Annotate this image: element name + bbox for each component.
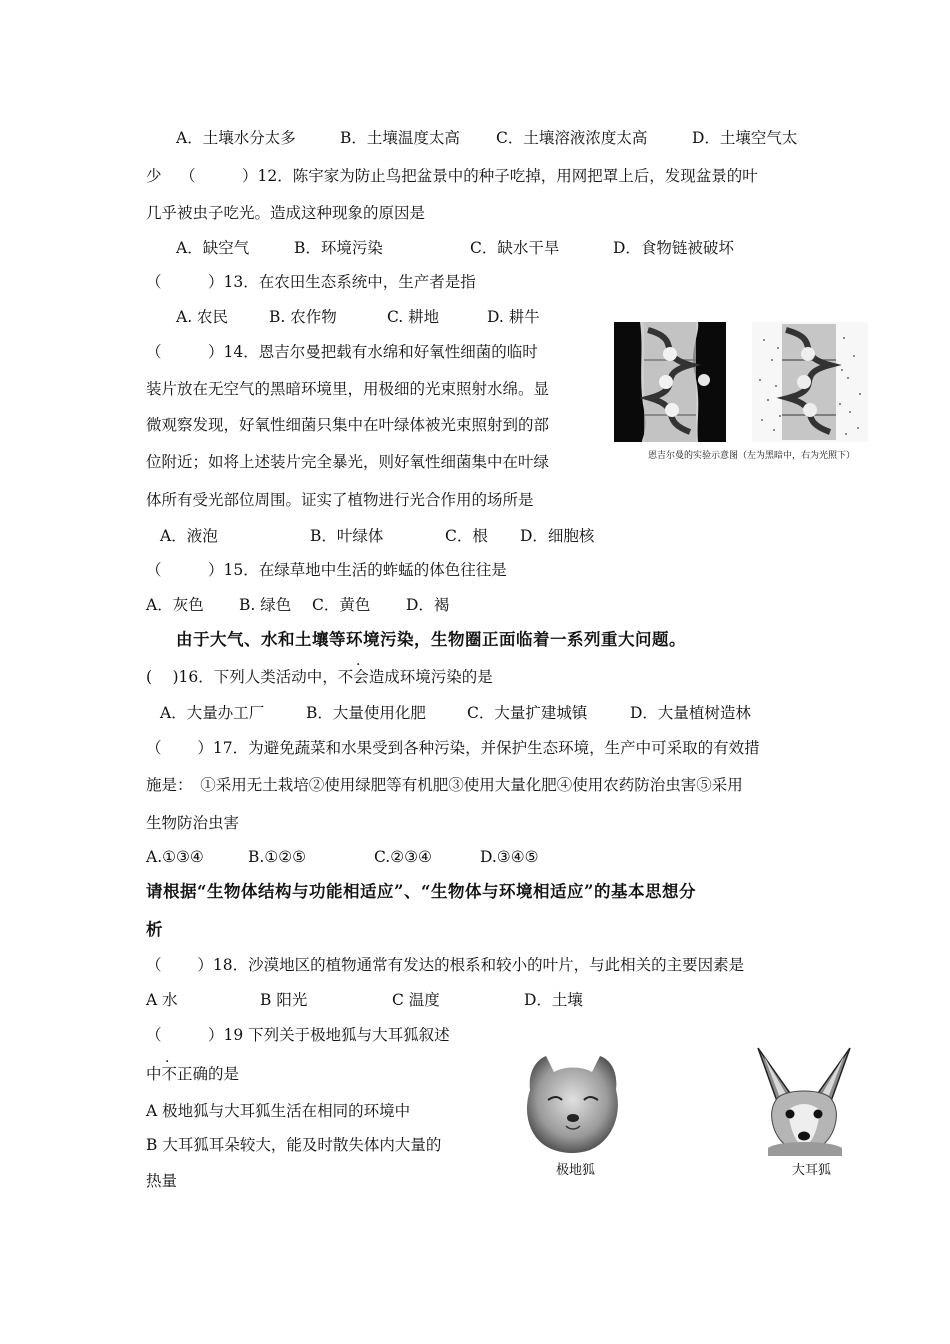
q16-option-c: C．大量扩建城镇	[467, 704, 588, 722]
q19-stem-2: 中不正确的是	[146, 1065, 240, 1083]
q12-option-c: C．缺水干旱	[470, 239, 560, 257]
engelmann-figure-caption: 恩吉尔曼的实验示意图（左为黑暗中，右为光照下）	[648, 451, 856, 461]
emphasis-dot: .	[356, 653, 361, 669]
q17-option-a: A.①③④	[146, 848, 204, 866]
q14-line-4: 位附近；如将上述装片完全暴光，则好氧性细菌集中在叶绿	[146, 453, 550, 471]
q14-line-2: 装片放在无空气的黑暗环境里，用极细的光束照射水绵。显	[146, 380, 550, 398]
q14-option-c: C．根	[445, 527, 488, 545]
q16-option-a: A．大量办工厂	[160, 704, 265, 722]
q15-option-d: D．褐	[406, 596, 450, 614]
section-heading-adaptation: 请根据“生物体结构与功能相适应”、“生物体与环境相适应”的基本思想分	[146, 882, 696, 901]
q19-option-b-cont: 热量	[146, 1172, 178, 1190]
q14-line-3: 微观察发现，好氧性细菌只集中在叶绿体被光束照射到的部	[146, 416, 550, 434]
q14-option-d: D．细胞核	[520, 527, 595, 545]
q15-options	[146, 595, 449, 615]
q18-stem: （ ）18．沙漠地区的植物通常有发达的根系和较小的叶片，与此相关的主要因素是	[146, 956, 745, 974]
q18-option-a: A 水	[146, 991, 178, 1009]
q13-option-c: C. 耕地	[387, 308, 440, 326]
q11-option-c: C．土壤溶液浓度太高	[496, 129, 648, 147]
q19-stem: （ ）19 下列关于极地狐与大耳狐叙述	[146, 1026, 450, 1044]
q15-stem: （ ）15．在绿草地中生活的蚱蜢的体色往往是	[146, 561, 507, 579]
q19-option-b: B 大耳狐耳朵较大，能及时散失体内大量的	[146, 1136, 442, 1154]
fennec-fox-image	[748, 1044, 860, 1156]
q16-option-b: B．大量使用化肥	[306, 704, 426, 722]
q17-option-d: D.③④⑤	[480, 848, 539, 866]
q11-option-a: A．土壤水分太多	[176, 129, 296, 147]
q13-option-a: A. 农民	[176, 308, 229, 326]
q17-stem-3: 生物防治虫害	[146, 814, 240, 832]
q14-line-1: （ ）14．恩吉尔曼把载有水绵和好氧性细菌的临时	[146, 343, 538, 361]
q13-option-d: D. 耕牛	[487, 308, 540, 326]
q16-options	[160, 703, 751, 723]
q14-line-5: 体所有受光部位周围。证实了植物进行光合作用的场所是	[146, 491, 534, 509]
q14-options	[160, 526, 594, 546]
arctic-fox-image	[518, 1050, 628, 1155]
q18-options	[146, 990, 583, 1010]
q12-stem: （ ）12．陈宇家为防止鸟把盆景中的种子吃掉，用网把罩上后，发现盆景的叶	[180, 167, 758, 185]
fennec-fox-label: 大耳狐	[792, 1163, 832, 1178]
q11-options	[176, 128, 797, 148]
q11-option-b: B．土壤温度太高	[340, 129, 460, 147]
q11-option-d-cont: 少	[146, 167, 162, 185]
q12-options	[176, 238, 734, 258]
q13-options	[176, 307, 540, 327]
q15-option-b: B. 绿色	[239, 596, 292, 614]
section-heading-pollution: 由于大气、水和土壤等环境污染，生物圈正面临着一系列重大问题。	[176, 630, 686, 649]
q13-stem: （ ）13．在农田生态系统中，生产者是指	[146, 273, 476, 291]
q12-stem-2: 几乎被虫子吃光。造成这种现象的原因是	[146, 204, 426, 222]
q12-option-d: D．食物链被破坏	[613, 239, 734, 257]
section-heading-adaptation-cont: 析	[146, 920, 163, 939]
q13-option-b: B. 农作物	[269, 308, 337, 326]
q12-option-a: A．缺空气	[176, 239, 250, 257]
q17-stem: （ ）17．为避免蔬菜和水果受到各种污染，并保护生态环境，生产中可采取的有效措	[146, 739, 760, 757]
q17-options	[146, 847, 539, 867]
q18-option-d: D．土壤	[524, 991, 583, 1009]
emphasis-dot: .	[165, 1050, 170, 1066]
q15-option-c: C．黄色	[312, 596, 371, 614]
q17-option-b: B.①②⑤	[248, 848, 307, 866]
q14-option-b: B．叶绿体	[310, 527, 384, 545]
q17-stem-2: 施是： ①采用无土栽培②使用绿肥等有机肥③使用大量化肥④使用农药防治虫害⑤采用	[146, 776, 743, 794]
q15-option-a: A．灰色	[146, 596, 204, 614]
q14-option-a: A．液泡	[160, 527, 218, 545]
q19-option-a: A 极地狐与大耳狐生活在相同的环境中	[146, 1102, 411, 1120]
q17-option-c: C.②③④	[374, 848, 432, 866]
q18-option-b: B 阳光	[260, 991, 308, 1009]
q11-option-d: D．土壤空气太	[692, 129, 798, 147]
q12-option-b: B．环境污染	[294, 239, 383, 257]
engelmann-experiment-figure	[614, 320, 870, 444]
q16-stem: ( )16．下列人类活动中，不会造成环境污染的是	[146, 668, 493, 686]
q16-option-d: D．大量植树造林	[630, 704, 751, 722]
q18-option-c: C 温度	[392, 991, 440, 1009]
lit-panel-cell	[782, 324, 836, 440]
arctic-fox-label: 极地狐	[556, 1163, 596, 1178]
